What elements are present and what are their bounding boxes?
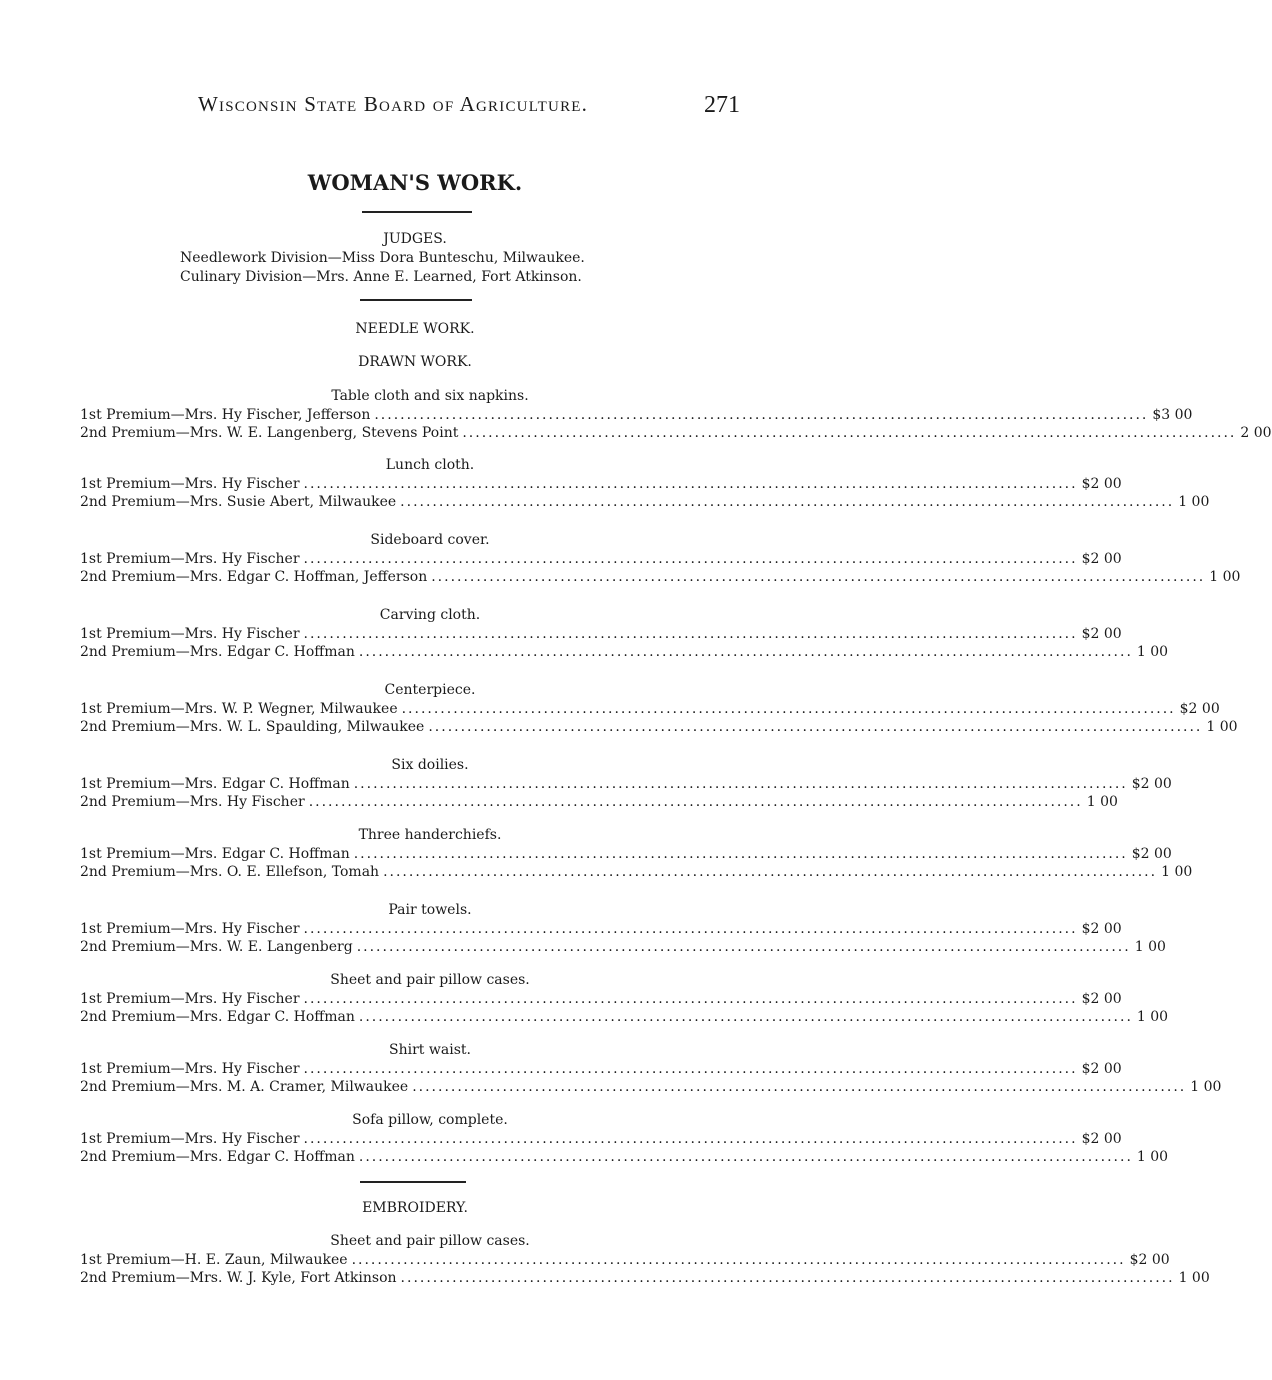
premium-rank: 2nd Premium (80, 719, 176, 735)
premium-entry (80, 863, 1193, 881)
premium-rank: 2nd Premium (80, 1270, 176, 1286)
dot-leader: ........................................................................................................................ (353, 776, 1128, 792)
winner-name: Mrs. W. L. Spaulding, Milwaukee (189, 719, 425, 735)
premium-amount: 1 00 (1178, 1270, 1210, 1286)
premium-amount: $2 00 (1179, 701, 1220, 717)
premium-rank: 1st Premium (80, 776, 171, 792)
premium-entry (80, 1148, 1169, 1166)
category-title: Pair towels. (388, 902, 472, 918)
dot-leader: ........................................................................................................................ (400, 1270, 1175, 1286)
winner-name: Mrs. Hy Fischer (184, 921, 300, 937)
dot-leader: ........................................................................................................................ (358, 1149, 1133, 1165)
award-category (80, 606, 1169, 661)
em-dash-separator: — (170, 776, 185, 792)
dot-leader: ........................................................................................................................ (303, 476, 1078, 492)
category-title: Lunch cloth. (385, 457, 475, 473)
category-title: Table cloth and six napkins. (331, 388, 529, 404)
em-dash-separator: — (175, 494, 190, 510)
premium-entry (80, 1269, 1210, 1287)
em-dash-separator: — (175, 1149, 190, 1165)
winner-name: Mrs. Hy Fischer (184, 476, 300, 492)
premium-amount: $3 00 (1152, 407, 1193, 423)
page-title: WOMAN'S WORK. (307, 170, 523, 195)
premium-rank: 1st Premium (80, 1131, 171, 1147)
premium-entry (80, 424, 1272, 442)
divider-rule (362, 211, 472, 213)
section-heading-embroidery: EMBROIDERY. (362, 1200, 468, 1216)
winner-name: Mrs. W. E. Langenberg, Stevens Point (189, 425, 459, 441)
em-dash-separator: — (170, 626, 185, 642)
premium-rank: 1st Premium (80, 407, 171, 423)
winner-name: Mrs. Hy Fischer (184, 551, 300, 567)
divider-rule (360, 1181, 466, 1183)
dot-leader: ........................................................................................................................ (358, 644, 1133, 660)
em-dash-separator: — (170, 991, 185, 1007)
dot-leader: ........................................................................................................................ (351, 1252, 1126, 1268)
premium-rank: 2nd Premium (80, 939, 176, 955)
premium-rank: 1st Premium (80, 701, 171, 717)
award-category (80, 901, 1166, 956)
winner-name: Mrs. Edgar C. Hoffman (189, 1009, 355, 1025)
premium-entry (80, 1008, 1169, 1026)
premium-entry (80, 845, 1172, 863)
winner-name: Mrs. Hy Fischer (184, 626, 300, 642)
premium-amount: 1 00 (1136, 1009, 1169, 1025)
premium-entry (80, 406, 1193, 424)
premium-rank: 1st Premium (80, 1252, 171, 1268)
premium-amount: $2 00 (1131, 776, 1172, 792)
premium-rank: 1st Premium (80, 551, 171, 567)
dot-leader: ........................................................................................................................ (303, 991, 1078, 1007)
dot-leader: ........................................................................................................................ (303, 921, 1078, 937)
dot-leader: ........................................................................................................................ (383, 864, 1158, 880)
premium-amount: $2 00 (1081, 551, 1122, 567)
premium-entry (80, 643, 1169, 661)
premium-rank: 2nd Premium (80, 1149, 176, 1165)
premium-amount: $2 00 (1081, 1131, 1122, 1147)
em-dash-separator: — (175, 569, 190, 585)
dot-leader: ........................................................................................................................ (356, 939, 1131, 955)
winner-name: Mrs. O. E. Ellefson, Tomah (189, 864, 380, 880)
category-title: Sheet and pair pillow cases. (330, 972, 530, 988)
dot-leader: ........................................................................................................................ (303, 1131, 1078, 1147)
judges-heading: JUDGES. (383, 231, 447, 247)
section-heading-needle-work: NEEDLE WORK. (355, 321, 475, 337)
dot-leader: ........................................................................................................................ (401, 701, 1176, 717)
premium-amount: 1 00 (1190, 1079, 1222, 1095)
winner-name: Mrs. Edgar C. Hoffman (189, 1149, 355, 1165)
premium-amount: 1 00 (1134, 939, 1166, 955)
premium-rank: 1st Premium (80, 1061, 171, 1077)
winner-name: Mrs. Edgar C. Hoffman (184, 846, 350, 862)
premium-entry (80, 938, 1166, 956)
category-title: Shirt waist. (389, 1042, 471, 1058)
winner-name: Mrs. W. P. Wegner, Milwaukee (184, 701, 398, 717)
divider-rule (360, 299, 472, 301)
premium-entry (80, 475, 1122, 493)
premium-amount: $2 00 (1131, 846, 1172, 862)
dot-leader: ........................................................................................................................ (428, 719, 1203, 735)
premium-entry (80, 493, 1210, 511)
dot-leader: ........................................................................................................................ (353, 846, 1128, 862)
premium-amount: $2 00 (1081, 991, 1122, 1007)
award-category (80, 681, 1238, 736)
premium-entry (80, 1251, 1170, 1269)
premium-entry (80, 550, 1122, 568)
premium-rank: 2nd Premium (80, 569, 176, 585)
premium-entry (80, 793, 1118, 811)
premium-amount: 1 00 (1209, 569, 1241, 585)
premium-amount: 1 00 (1086, 794, 1118, 810)
winner-name: Mrs. Edgar C. Hoffman (189, 644, 355, 660)
em-dash-separator: — (175, 644, 190, 660)
award-category (80, 826, 1193, 881)
category-title: Sideboard cover. (370, 532, 490, 548)
winner-name: Mrs. M. A. Cramer, Milwaukee (189, 1079, 409, 1095)
em-dash-separator: — (170, 476, 185, 492)
dot-leader: ........................................................................................................................ (358, 1009, 1133, 1025)
premium-entry (80, 625, 1122, 643)
premium-rank: 1st Premium (80, 991, 171, 1007)
premium-entry (80, 1130, 1122, 1148)
dot-leader: ........................................................................................................................ (412, 1079, 1187, 1095)
winner-name: Mrs. W. E. Langenberg (189, 939, 353, 955)
category-title: Carving cloth. (379, 607, 481, 623)
em-dash-separator: — (170, 846, 185, 862)
premium-rank: 2nd Premium (80, 864, 176, 880)
winner-name: Mrs. Hy Fischer (184, 991, 300, 1007)
winner-name: Mrs. Hy Fischer (189, 794, 305, 810)
winner-name: H. E. Zaun, Milwaukee (184, 1252, 348, 1268)
premium-amount: 1 00 (1136, 644, 1169, 660)
premium-rank: 2nd Premium (80, 644, 176, 660)
premium-rank: 2nd Premium (80, 494, 176, 510)
section-heading-drawn-work: DRAWN WORK. (358, 354, 472, 370)
premium-amount: $2 00 (1081, 921, 1122, 937)
em-dash-separator: — (175, 719, 190, 735)
winner-name: Mrs. Edgar C. Hoffman, Jefferson (189, 569, 428, 585)
award-category (80, 531, 1241, 586)
em-dash-separator: — (170, 551, 185, 567)
award-category (80, 387, 1272, 442)
premium-entry (80, 1078, 1222, 1096)
premium-rank: 2nd Premium (80, 794, 176, 810)
em-dash-separator: — (175, 1079, 190, 1095)
award-category (80, 456, 1210, 511)
page-number: 271 (704, 92, 740, 118)
em-dash-separator: — (175, 864, 190, 880)
award-category (80, 1232, 1210, 1287)
em-dash-separator: — (170, 1131, 185, 1147)
dot-leader: ........................................................................................................................ (431, 569, 1206, 585)
premium-amount: $2 00 (1081, 476, 1122, 492)
dot-leader: ........................................................................................................................ (462, 425, 1237, 441)
winner-name: Mrs. Edgar C. Hoffman (184, 776, 350, 792)
em-dash-separator: — (170, 1252, 185, 1268)
premium-amount: $2 00 (1081, 626, 1122, 642)
em-dash-separator: — (175, 425, 190, 441)
premium-rank: 1st Premium (80, 846, 171, 862)
winner-name: Mrs. Susie Abert, Milwaukee (189, 494, 397, 510)
em-dash-separator: — (170, 407, 185, 423)
premium-amount: $2 00 (1081, 1061, 1122, 1077)
dot-leader: ........................................................................................................................ (374, 407, 1149, 423)
em-dash-separator: — (175, 939, 190, 955)
em-dash-separator: — (175, 1009, 190, 1025)
running-head: Wisconsin State Board of Agriculture. (198, 92, 589, 116)
premium-rank: 1st Premium (80, 476, 171, 492)
premium-amount: 1 00 (1136, 1149, 1169, 1165)
dot-leader: ........................................................................................................................ (308, 794, 1083, 810)
premium-entry (80, 1060, 1122, 1078)
premium-entry (80, 718, 1238, 736)
dot-leader: ........................................................................................................................ (303, 1061, 1078, 1077)
award-category (80, 756, 1172, 811)
winner-name: Mrs. Hy Fischer, Jefferson (184, 407, 371, 423)
premium-rank: 2nd Premium (80, 1009, 176, 1025)
winner-name: Mrs. Hy Fischer (184, 1061, 300, 1077)
premium-entry (80, 990, 1122, 1008)
award-category (80, 1041, 1222, 1096)
judges-culinary: Culinary Division—Mrs. Anne E. Learned, Fort Atkinson. (180, 269, 582, 285)
category-title: Sheet and pair pillow cases. (330, 1233, 530, 1249)
premium-entry (80, 920, 1122, 938)
premium-amount: 1 00 (1206, 719, 1238, 735)
em-dash-separator: — (170, 921, 185, 937)
dot-leader: ........................................................................................................................ (303, 626, 1078, 642)
judges-needlework: Needlework Division—Miss Dora Bunteschu, Milwaukee. (180, 250, 585, 266)
winner-name: Mrs. Hy Fischer (184, 1131, 300, 1147)
premium-rank: 1st Premium (80, 626, 171, 642)
award-category (80, 1111, 1169, 1166)
category-title: Three handerchiefs. (358, 827, 502, 843)
dot-leader: ........................................................................................................................ (303, 551, 1078, 567)
premium-rank: 1st Premium (80, 921, 171, 937)
premium-entry (80, 568, 1241, 586)
premium-amount: 2 00 (1240, 425, 1272, 441)
award-category (80, 971, 1169, 1026)
premium-rank: 2nd Premium (80, 425, 176, 441)
premium-entry (80, 775, 1172, 793)
category-title: Six doilies. (391, 757, 469, 773)
dot-leader: ........................................................................................................................ (400, 494, 1175, 510)
premium-amount: $2 00 (1129, 1252, 1170, 1268)
winner-name: Mrs. W. J. Kyle, Fort Atkinson (189, 1270, 397, 1286)
category-title: Sofa pillow, complete. (352, 1112, 508, 1128)
em-dash-separator: — (175, 794, 190, 810)
em-dash-separator: — (170, 1061, 185, 1077)
em-dash-separator: — (170, 701, 185, 717)
premium-rank: 2nd Premium (80, 1079, 176, 1095)
premium-entry (80, 700, 1220, 718)
category-title: Centerpiece. (384, 682, 476, 698)
premium-amount: 1 00 (1161, 864, 1193, 880)
premium-amount: 1 00 (1178, 494, 1210, 510)
em-dash-separator: — (175, 1270, 190, 1286)
